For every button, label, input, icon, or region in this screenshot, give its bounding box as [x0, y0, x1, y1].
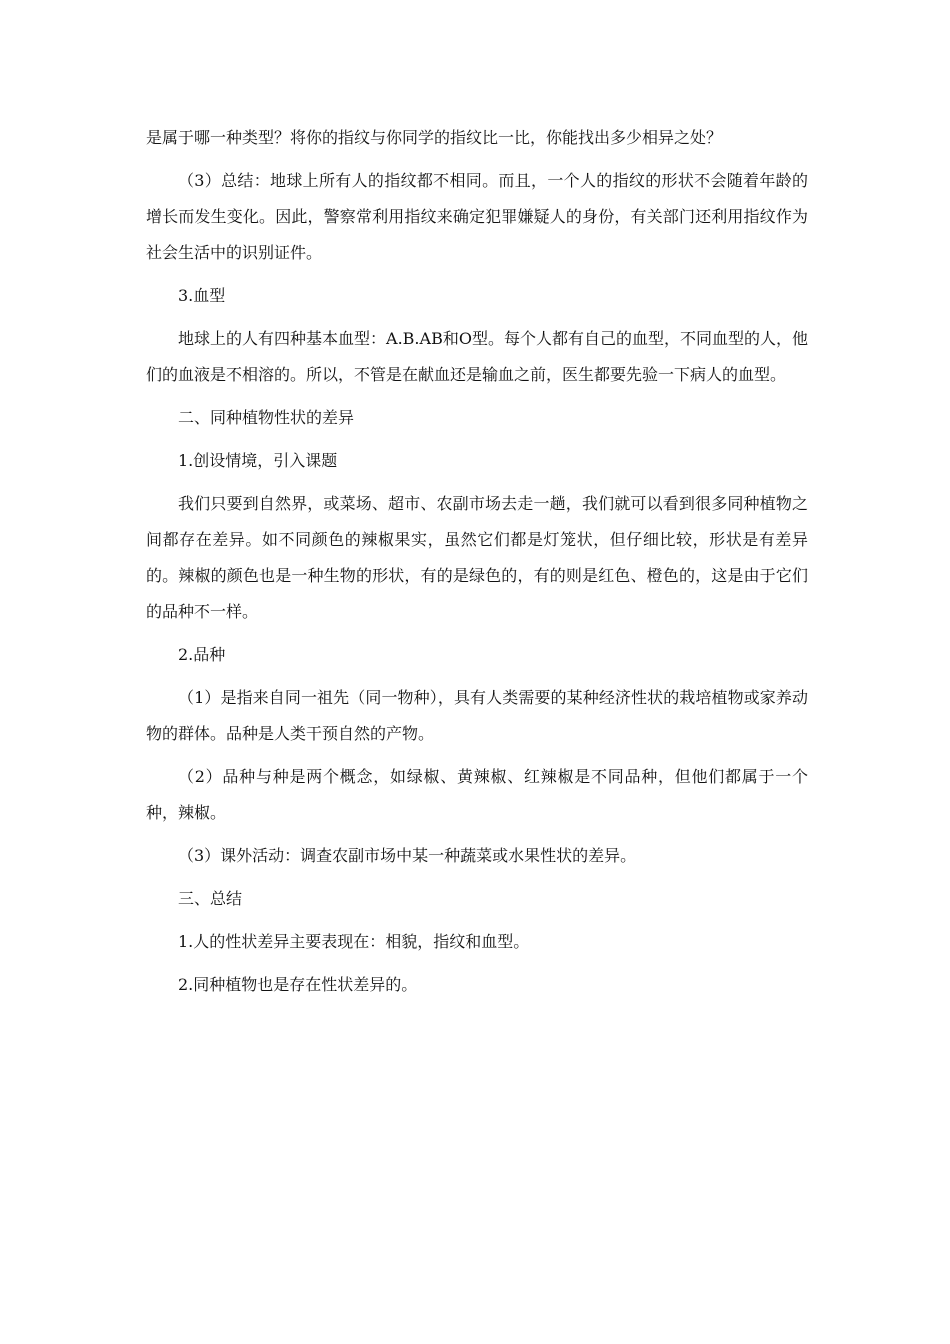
paragraph-blood-type: 地球上的人有四种基本血型：A.B.AB和O型。每个人都有自己的血型，不同血型的人，他们的血液是不相溶的。所以，不管是在献血还是输血之前，医生都要先验一下病人的血型。	[146, 329, 808, 384]
section-heading-plant-differences: 二、同种植物性状的差异	[178, 408, 355, 427]
summary-item-human-traits: 1.人的性状差异主要表现在：相貌，指纹和血型。	[178, 932, 530, 951]
paragraph-variety-definition: （1）是指来自同一祖先（同一物种），具有人类需要的某种经济性状的栽培植物或家养动物的群体。品种是人类干预自然的产物。	[146, 688, 808, 743]
summary-item-plant-traits: 2.同种植物也是存在性状差异的。	[178, 975, 418, 994]
heading-blood-type: 3.血型	[178, 286, 226, 305]
paragraph-extracurricular-activity: （3）课外活动：调查农副市场中某一种蔬菜或水果性状的差异。	[178, 846, 637, 865]
heading-variety: 2.品种	[178, 645, 226, 664]
paragraph-variety-vs-species: （2）品种与种是两个概念，如绿椒、黄辣椒、红辣椒是不同品种，但他们都属于一个种，辣椒。	[146, 767, 808, 822]
paragraph-fingerprint-summary: （3）总结：地球上所有人的指纹都不相同。而且，一个人的指纹的形状不会随着年龄的增长而发生变化。因此，警察常利用指纹来确定犯罪嫌疑人的身份，有关部门还利用指纹作为社会生活中的识别证件。	[146, 171, 808, 262]
document-body	[146, 120, 808, 1010]
paragraph-fingerprint-compare: 是属于哪一种类型？将你的指纹与你同学的指纹比一比，你能找出多少相异之处？	[146, 128, 723, 147]
section-heading-summary: 三、总结	[178, 889, 243, 908]
paragraph-pepper-differences: 我们只要到自然界，或菜场、超市、农副市场去走一趟，我们就可以看到很多同种植物之间都存在差异。如不同颜色的辣椒果实，虽然它们都是灯笼状，但仔细比较，形状是有差异的。辣椒的颜色也是一种生物的形状，有的是绿色的，有的则是红色、橙色的，这是由于它们的品种不一样。	[146, 494, 808, 621]
heading-create-situation: 1.创设情境，引入课题	[178, 451, 338, 470]
